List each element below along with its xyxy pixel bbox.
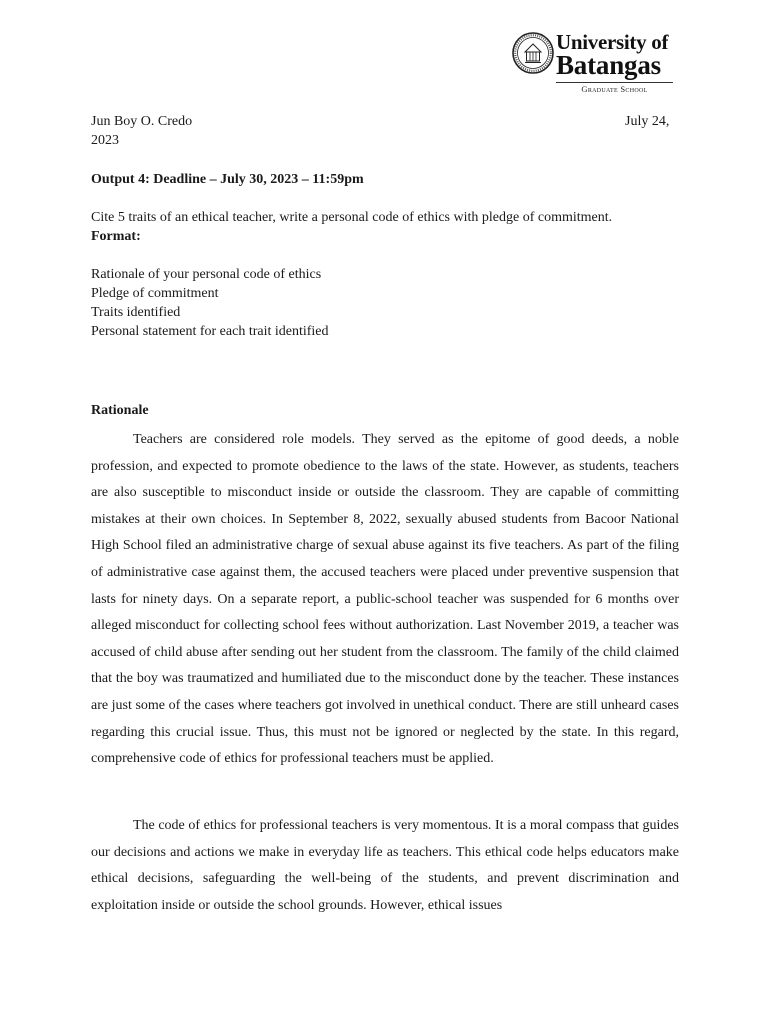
instruction-text: Cite 5 traits of an ethical teacher, write a personal code of ethics with pledge of commitment. [91,210,613,225]
format-item: Rationale of your personal code of ethics [91,267,322,282]
format-item: Traits identified [91,305,181,320]
university-logo [512,30,677,96]
university-name-line1: University of [556,30,669,54]
date-part1: July 24, [625,114,670,129]
graduate-school-label: Graduate School [581,84,648,94]
format-item: Personal statement for each trait identified [91,324,329,339]
logo-divider [556,82,673,83]
rationale-paragraph-1: Teachers are considered role models. They served as the epitome of good deeds, a noble profession, and expected to promote obedience to the laws of the state. However, as students, teachers are also susceptible to misconduct inside or outside the classroom. They are capable of committing mistakes at their own choices. In September 8, 2022, sexually abused students from Bacoor National High School filed an administrative charge of sexual abuse against its five teachers. As part of the filing of administrative case against them, the accused teachers were placed under preventive suspension that lasts for ninety days. On a separate report, a public-school teacher was suspended for 6 months over alleged misconduct for collecting school fees without authorization. Last November 2019, a teacher was accused of child abuse after sending out her student from the classroom. The family of the child claimed that the boy was traumatized and humiliated due to the misconduct done by the teacher. These instances are just some of the cases where teachers got involved in unethical conduct. There are still unheard cases regarding this crucial issue. Thus, this must not be ignored or neglected by the state. In this regard, comprehensive code of ethics for professional teachers must be applied. [91,432,679,767]
format-label: Format: [91,229,141,244]
date-part2: 2023 [91,133,119,148]
rationale-paragraph-2: The code of ethics for professional teachers is very momentous. It is a moral compass that guides our decisions and actions we make in everyday life as teachers. This ethical code helps educators make ethical decisions, safeguarding the well-being of the students, and prevent discrimination and exploitation inside or outside the school grounds. However, ethical issues [91,818,679,913]
rationale-heading: Rationale [91,403,149,418]
author-name: Jun Boy O. Credo [91,114,193,129]
output-title: Output 4: Deadline – July 30, 2023 – 11:59pm [91,172,364,187]
format-item: Pledge of commitment [91,286,219,301]
university-seal-icon [512,32,554,74]
university-name-line2: Batangas [556,50,661,80]
